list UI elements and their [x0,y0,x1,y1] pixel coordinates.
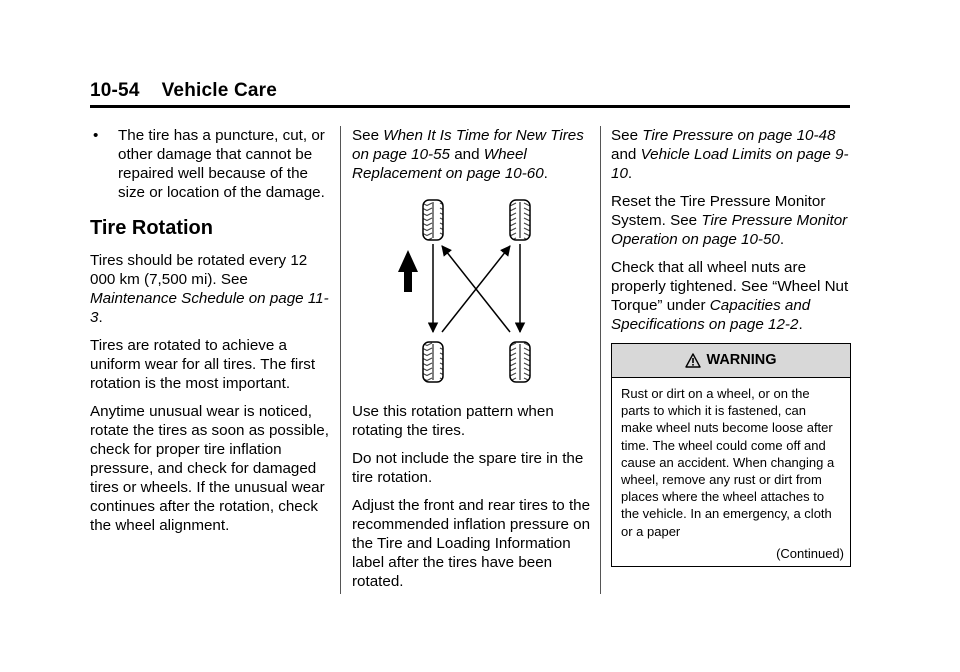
forward-arrow-icon [398,250,418,292]
paragraph: Use this rotation pattern when rotating the tires. [352,403,554,439]
column-3 [611,126,853,567]
column-2 [352,126,592,600]
column-divider-1 [340,126,341,594]
cross-reference-link[interactable]: Tire Pressure on page 10-48 [642,127,836,144]
text: . [798,316,803,333]
cross-reference-link[interactable]: Tire Pressure Monitor Operation on page 10-50 [611,212,848,248]
text: Tires should be rotated every 12 000 km (7,500 mi). See [90,252,308,288]
tire-icon [510,200,530,240]
section-title: Vehicle Care [161,80,278,101]
bullet-item [90,126,330,202]
tire-rotation-diagram [352,192,592,392]
paragraph: Tires are rotated to achieve a uniform wear for all tires. The first rotation is the most important. [90,337,316,392]
paragraph [611,258,853,334]
continued-label: (Continued) [776,545,844,561]
text: . [627,165,633,182]
page-header [90,80,277,102]
paragraph: Anytime unusual wear is noticed, rotate the tires as soon as possible, check for proper tire inflation pressure, and check for damaged tires or wheels. If the unusual wear continues after the rotation, check the wheel alignment. [90,403,329,534]
text: and [449,146,484,163]
bullet-text: The tire has a puncture, cut, or other damage that cannot be repaired well because of the size or location of the damage. [118,127,325,201]
cross-reference-link[interactable]: Maintenance Schedule on page 11-3 [90,290,329,326]
text: . [543,165,548,182]
warning-triangle-icon [685,353,701,368]
cross-reference-link[interactable]: Wheel Replacement on page 10-60 [352,146,544,182]
header-rule [90,105,850,108]
text: . [98,309,103,326]
column-divider-2 [600,126,601,594]
warning-header [612,344,850,378]
tire-icon [510,342,530,382]
text: See [611,127,643,144]
section-heading: Tire Rotation [90,217,213,239]
warning-text: Rust or dirt on a wheel, or on the parts to which it is fastened, can make wheel nuts become loose after time. The wheel could come off and cause an accident. When changing a wheel, remove any rust or dirt from places where the wheel attaches to the vehicle. In an emergency, a cloth or a paper [621,386,835,539]
cross-reference-link[interactable]: When It Is Time for New Tires on page 10-55 [352,127,584,163]
paragraph [352,126,592,183]
text: . [779,231,785,248]
text: See [352,127,384,144]
page-number: 10-54 [90,80,140,101]
column-1 [90,126,330,544]
tire-icon [423,200,443,240]
text: and [611,146,641,163]
paragraph [611,192,853,249]
bullet-mark: • [93,127,99,144]
cross-reference-link[interactable]: Vehicle Load Limits on page 9-10 [611,146,849,182]
cross-reference-link[interactable]: Capacities and Specifications on page 12-2 [611,297,811,333]
paragraph [90,251,330,327]
warning-title: WARNING [706,352,777,368]
text: Check that all wheel nuts are properly tightened. See “Wheel Nut Torque” under [611,259,849,314]
paragraph: Adjust the front and rear tires to the recommended inflation pressure on the Tire and Loading Information label after the tires have been rotated. [352,497,591,590]
paragraph [611,126,853,183]
warning-box [611,343,851,567]
paragraph: Do not include the spare tire in the tire rotation. [352,450,584,486]
rotation-arrow-icon [433,244,520,332]
tire-icon [423,342,443,382]
text: Reset the Tire Pressure Monitor System. See [611,193,826,229]
